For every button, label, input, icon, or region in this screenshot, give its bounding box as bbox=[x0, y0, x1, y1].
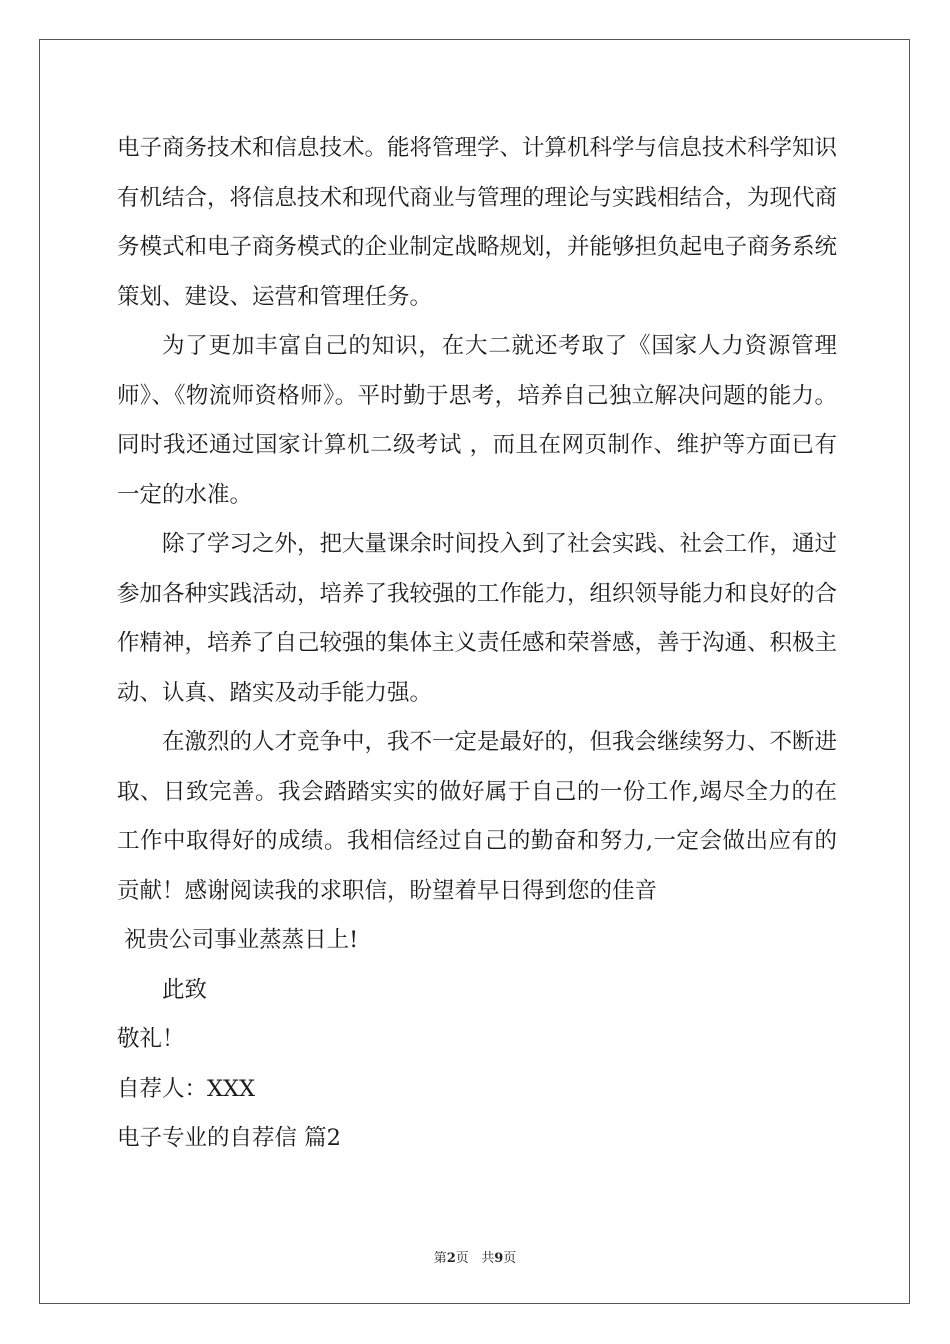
page-footer bbox=[0, 1247, 950, 1266]
paragraph-certificates: 为了更加丰富自己的知识，在大二就还考取了《国家人力资源管理师》、《物流师资格师》。平时勤于思考，培养自己独立解决问题的能力。 同时我还通过国家计算机二级考试 ，而且在网页制作、维护等方面已有一定的水准。 bbox=[117, 333, 837, 508]
closing-line: 此致 bbox=[162, 976, 208, 1003]
footer-total-prefix: 共 bbox=[481, 1251, 495, 1266]
paragraph-conclusion: 在激烈的人才竞争中，我不一定是最好的，但我会继续努力、不断进取、日致完善。我会踏踏实实的做好属于自己的一份工作,竭尽全力的在工作中取得好的成绩。我相信经过自己的勤奋和努力,一定会做出应有的贡献！感谢阅读我的求职信，盼望着早日得到您的佳音 bbox=[117, 729, 838, 904]
signature-line: 自荐人：XXX bbox=[117, 1075, 256, 1102]
footer-total-suffix: 页 bbox=[503, 1251, 517, 1266]
paragraph-practice: 除了学习之外，把大量课余时间投入到了社会实践、社会工作，通过参加各种实践活动，培养了我较强的工作能力，组织领导能力和良好的合作精神，培养了自己较强的集体主义责任感和荣誉感，善于沟通、积极主动、认真、踏实及动手能力强。 bbox=[117, 531, 838, 706]
paragraph-intro-continued: 电子商务技术和信息技术。能将管理学、计算机科学与信息技术科学知识有机结合，将信息技术和现代商业与管理的理论与实践相结合，为现代商务模式和电子商务模式的企业制定战略规划，并能够担负起电子商务系统策划、建设、运营和管理任务。 bbox=[117, 135, 838, 310]
wish-line: 祝贵公司事业蒸蒸日上! bbox=[117, 927, 359, 953]
footer-page-prefix: 第 bbox=[433, 1251, 447, 1266]
document-body bbox=[117, 124, 837, 1164]
footer-total-number: 9 bbox=[494, 1251, 504, 1266]
footer-page-number: 2 bbox=[446, 1251, 456, 1266]
salute-line: 敬礼！ bbox=[117, 1026, 185, 1052]
footer-page-suffix: 页 bbox=[455, 1251, 469, 1266]
next-section-title: 电子专业的自荐信 篇2 bbox=[117, 1125, 341, 1151]
